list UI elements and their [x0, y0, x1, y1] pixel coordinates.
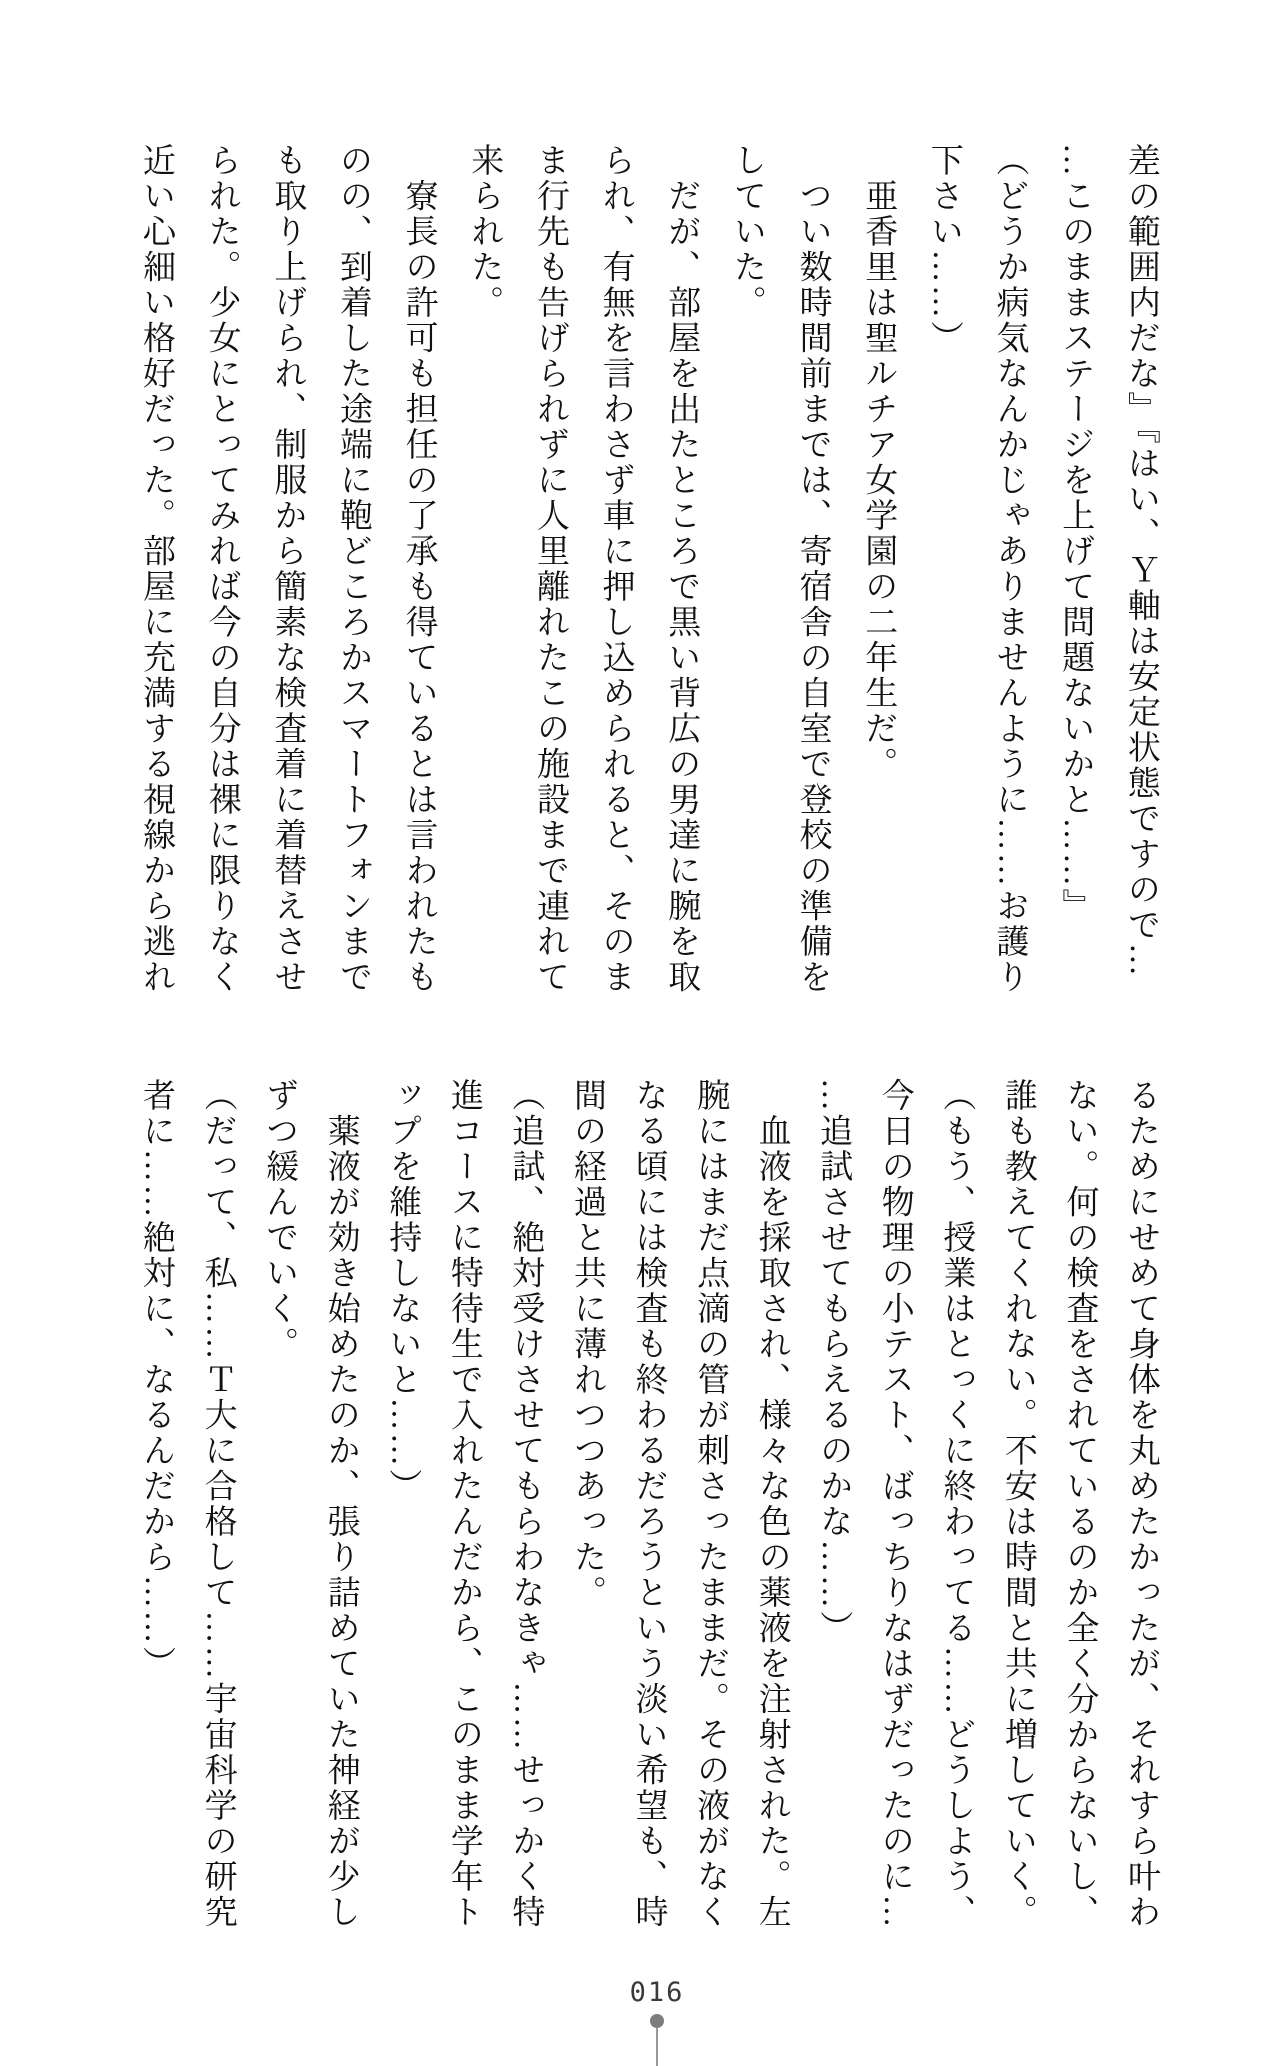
- footer-dot-ornament: [650, 2014, 664, 2028]
- text-line: のの、到着した途端に鞄どころかスマートフォンまで: [334, 143, 371, 995]
- page-number: 016: [629, 1977, 685, 2008]
- text-block-upper: [138, 143, 1159, 995]
- text-line: 亜香里は聖ルチア女学園の二年生だ。: [860, 143, 897, 782]
- text-line: ま行先も告げられずに人里離れたこの施設まで連れて: [531, 143, 568, 995]
- text-line: 今日の物理の小テスト、ばっちりなはずだったのに…: [876, 1078, 913, 1930]
- text-line: 間の経過と共に薄れつつあった。: [568, 1078, 605, 1611]
- text-line: していた。: [728, 143, 765, 321]
- footer-rule-ornament: [656, 2028, 658, 2066]
- text-line: …このままステージを上げて問題ないかと……』: [1057, 143, 1094, 924]
- text-line: ない。何の検査をされているのか全く分からないし、: [1061, 1078, 1098, 1930]
- text-line: るためにせめて身体を丸めたかったが、それすら叶わ: [1123, 1078, 1159, 1930]
- text-line: 差の範囲内だな』『はい、Ｙ軸は安定状態ですので…: [1122, 143, 1159, 979]
- text-line: も取り上げられ、制服から簡素な検査着に着替えさせ: [269, 143, 306, 995]
- text-line: られた。少女にとってみれば今の自分は裸に限りなく: [203, 143, 240, 995]
- text-line: ップを維持しないと……）: [384, 1078, 421, 1504]
- text-line: 進コースに特待生で入れたんだから、このまま学年ト: [445, 1078, 482, 1930]
- text-line: （だって、私……Ｔ大に合格して……宇宙科学の研究: [199, 1078, 236, 1930]
- text-line: なる頃には検査も終わるだろうという淡い希望も、時: [630, 1078, 667, 1930]
- text-line: 血液を採取され、様々な色の薬液を注射された。左: [753, 1078, 790, 1930]
- text-line: だが、部屋を出たところで黒い背広の男達に腕を取: [663, 143, 700, 995]
- text-line: 寮長の許可も担任の了承も得ているとは言われたも: [400, 143, 437, 995]
- text-line: （どうか病気なんかじゃありませんように……お護り: [991, 143, 1028, 995]
- text-block-lower: [139, 1078, 1157, 1934]
- text-line: 下さい……）: [925, 143, 962, 356]
- text-line: 誰も教えてくれない。不安は時間と共に増していく。: [999, 1078, 1036, 1930]
- text-line: 来られた。: [466, 143, 503, 321]
- text-line: …追試させてもらえるのかな……）: [815, 1078, 852, 1646]
- text-line: 近い心細い格好だった。部屋に充満する視線から逃れ: [138, 143, 174, 995]
- text-line: つい数時間前までは、寄宿舎の自室で登校の準備を: [794, 143, 831, 995]
- text-line: られ、有無を言わさず車に押し込められると、そのま: [597, 143, 634, 995]
- text-line: 薬液が効き始めたのか、張り詰めていた神経が少し: [322, 1078, 359, 1930]
- text-line: （もう、授業はとっくに終わってる……どうしよう、: [938, 1078, 975, 1930]
- text-line: 者に……絶対に、なるんだから……）: [138, 1078, 174, 1682]
- text-line: 腕にはまだ点滴の管が刺さったままだ。その液がなく: [692, 1078, 729, 1930]
- text-line: ずつ緩んでいく。: [261, 1078, 298, 1362]
- text-line: （追試、絶対受けさせてもらわなきゃ……せっかく特: [507, 1078, 544, 1930]
